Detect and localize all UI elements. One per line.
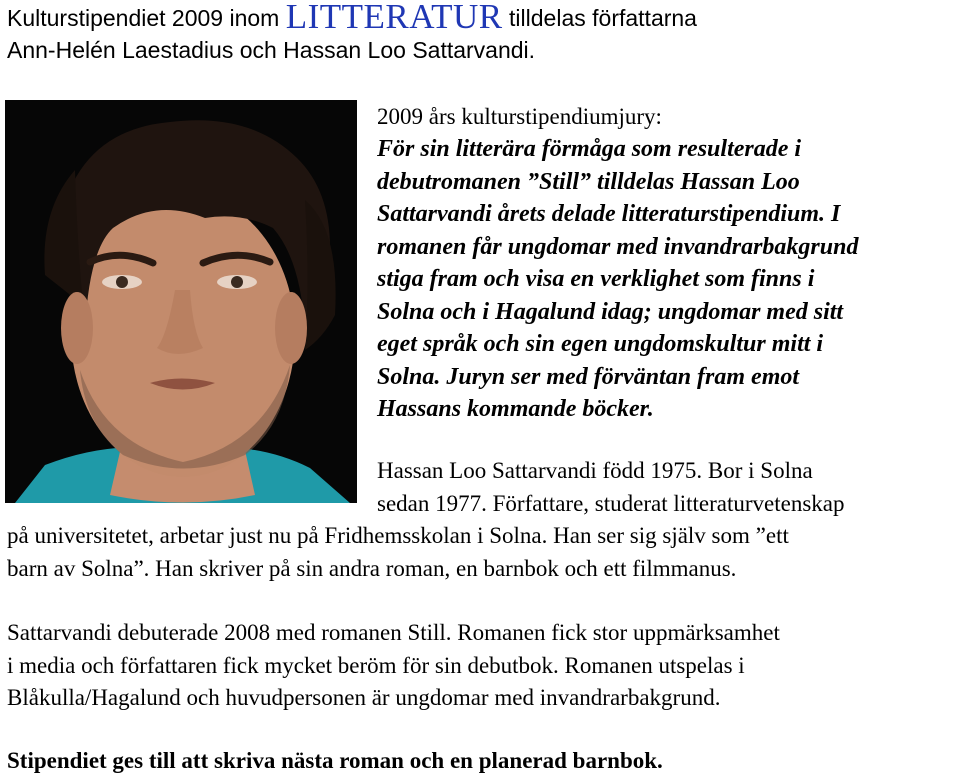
jury-statement-line: stiga fram och visa en verklighet som finns i (377, 266, 815, 292)
jury-statement-line: Solna och i Hagalund idag; ungdomar med sitt (377, 299, 844, 325)
jury-statement-line: För sin litterära förmåga som resulterade i (377, 136, 802, 162)
author-portrait-photo (5, 100, 357, 503)
debut-line: Sattarvandi debuterade 2008 med romanen Still. Romanen fick stor uppmärksamhet (7, 620, 780, 645)
jury-statement-line: Hassans kommande böcker. (377, 396, 654, 422)
header-highlight-litteratur: LITTERATUR (285, 0, 503, 36)
closing-statement: Stipendiet ges till att skriva nästa roman och en planerad barnbok. (7, 748, 663, 773)
header-line-1 (7, 0, 697, 36)
jury-statement-line: eget språk och sin egen ungdomskultur mitt i (377, 331, 824, 357)
header-text-after: tilldelas författarna (502, 5, 697, 31)
bio-line: Hassan Loo Sattarvandi född 1975. Bor i Solna (377, 458, 813, 483)
bio-line: barn av Solna”. Han skriver på sin andra roman, en barnbok och ett filmmanus. (7, 556, 737, 581)
portrait-illustration (5, 100, 357, 503)
jury-statement-line: romanen får ungdomar med invandrarbakgrund (377, 234, 859, 260)
jury-statement-line: debutromanen ”Still” tilldelas Hassan Loo (377, 169, 800, 195)
header-text-before: Kulturstipendiet 2009 inom (7, 5, 286, 31)
jury-label: 2009 års kulturstipendiumjury: (377, 104, 662, 129)
jury-statement-line: Solna. Juryn ser med förväntan fram emot (377, 364, 800, 390)
header-line-2: Ann-Helén Laestadius och Hassan Loo Sattarvandi. (7, 37, 536, 63)
debut-line: Blåkulla/Hagalund och huvudpersonen är ungdomar med invandrarbakgrund. (7, 685, 721, 710)
bio-line: sedan 1977. Författare, studerat litteraturvetenskap (377, 491, 845, 516)
debut-line: i media och författaren fick mycket beröm för sin debutbok. Romanen utspelas i (7, 653, 745, 678)
jury-statement-line: Sattarvandi årets delade litteraturstipendium. I (377, 201, 841, 227)
bio-line: på universitetet, arbetar just nu på Fridhemsskolan i Solna. Han ser sig själv som ”ett (7, 523, 789, 548)
